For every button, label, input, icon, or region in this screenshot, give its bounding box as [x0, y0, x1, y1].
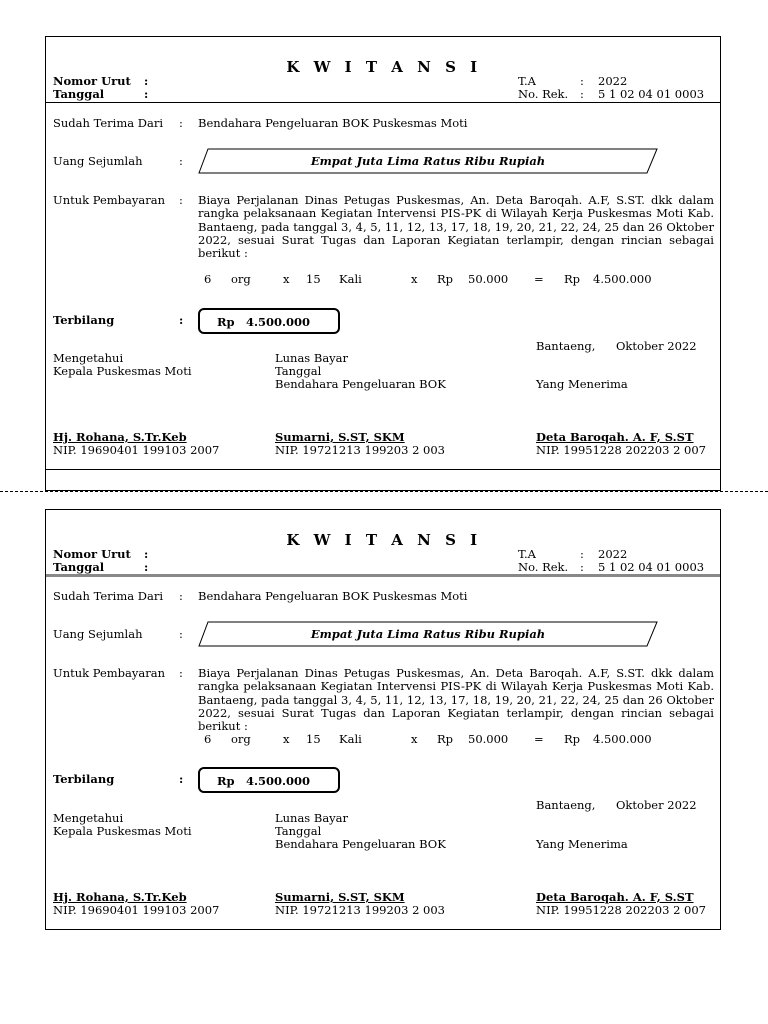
receipt-title: K W I T A N S I [286, 531, 482, 549]
sudah-terima-value: Bendahara Pengeluaran BOK Puskesmas Moti [198, 116, 468, 130]
signer-3-name: Deta Baroqah. A. F, S.ST [536, 430, 694, 444]
terbilang-label: Terbilang [53, 772, 115, 786]
calc-rate: 50.000 [468, 272, 509, 286]
untuk-colon: : [179, 193, 183, 207]
norek-colon: : [580, 560, 584, 574]
sudah-terima-label: Sudah Terima Dari [53, 589, 163, 603]
untuk-label: Untuk Pembayaran [53, 193, 166, 207]
calc-kali: Kali [339, 732, 362, 746]
terbilang-colon: : [179, 313, 184, 327]
signer-2-name: Sumarni, S.ST, SKM [275, 890, 405, 904]
calc-rp2: Rp [564, 732, 581, 746]
signer-3-nip: NIP. 19951228 202203 2 007 [536, 903, 706, 917]
uang-colon: : [179, 627, 183, 641]
terbilang-value: 4.500.000 [246, 774, 311, 788]
lunas-bayar: Lunas Bayar [275, 811, 349, 825]
nomor-urut-label: Nomor Urut [53, 547, 131, 561]
calc-eq: = [534, 272, 544, 286]
untuk-label: Untuk Pembayaran [53, 666, 166, 680]
uang-colon: : [179, 154, 183, 168]
lunas-bayar: Lunas Bayar [275, 351, 349, 365]
calc-times2: x [411, 732, 418, 746]
tanggal-lunas: Tanggal [275, 364, 322, 378]
yang-menerima: Yang Menerima [536, 377, 628, 391]
kepala: Kepala Puskesmas Moti [53, 364, 192, 378]
payment-description: Biaya Perjalanan Dinas Petugas Puskesmas, An. Deta Baroqah. A.F, S.ST. dkk dalam rangka pelaksanaan Kegiatan Intervensi PIS-PK di Wilayah Kerja Puskesmas Moti Kab. Bantaeng, pada tanggal 3, 4, 5, 11, 12, 13, 17, 18, 19, 20, 21, 22, 24, 25 dan 26 Oktober 2022, sesuai Surat Tugas dan Laporan Kegiatan terlampir, dengan rincian sebagai berikut : [198, 666, 714, 734]
calc-unit: org [231, 732, 251, 746]
calc-count: 15 [306, 272, 321, 286]
mengetahui: Mengetahui [53, 351, 124, 365]
calc-rp2: Rp [564, 272, 581, 286]
signer-2-nip: NIP. 19721213 199203 2 003 [275, 443, 445, 457]
terbilang-rp: Rp [217, 315, 235, 329]
calc-total: 4.500.000 [593, 272, 652, 286]
signer-3-name: Deta Baroqah. A. F, S.ST [536, 890, 694, 904]
calc-unit: org [231, 272, 251, 286]
terbilang-box [198, 767, 340, 793]
terbilang-value: 4.500.000 [246, 315, 311, 329]
yang-menerima: Yang Menerima [536, 837, 628, 851]
terbilang-box [198, 308, 340, 334]
signer-1-nip: NIP. 19690401 199103 2007 [53, 903, 220, 917]
month: Oktober 2022 [616, 798, 697, 812]
receipt-title: K W I T A N S I [286, 58, 482, 76]
terbilang-label: Terbilang [53, 313, 115, 327]
calc-times: x [283, 272, 290, 286]
sudah-terima-label: Sudah Terima Dari [53, 116, 163, 130]
kepala: Kepala Puskesmas Moti [53, 824, 192, 838]
signer-2-nip: NIP. 19721213 199203 2 003 [275, 903, 445, 917]
terbilang-rp: Rp [217, 774, 235, 788]
place: Bantaeng, [536, 339, 596, 353]
calc-kali: Kali [339, 272, 362, 286]
nomor-urut-label: Nomor Urut [53, 74, 131, 88]
nomor-urut-colon: : [144, 74, 149, 88]
ta-value: 2022 [598, 74, 628, 88]
receipt-2 [45, 509, 721, 930]
signer-3-nip: NIP. 19951228 202203 2 007 [536, 443, 706, 457]
bendahara: Bendahara Pengeluaran BOK [275, 377, 446, 391]
terbilang-colon: : [179, 772, 184, 786]
amount-words: Empat Juta Lima Ratus Ribu Rupiah [310, 627, 546, 641]
amount-words: Empat Juta Lima Ratus Ribu Rupiah [310, 154, 546, 168]
header-divider [46, 102, 720, 103]
tanggal-colon: : [144, 87, 149, 101]
sudah-terima-value: Bendahara Pengeluaran BOK Puskesmas Moti [198, 589, 468, 603]
signer-1-name: Hj. Rohana, S.Tr.Keb [53, 890, 187, 904]
ta-colon: : [580, 547, 584, 561]
calc-persons: 6 [204, 732, 212, 746]
uang-label: Uang Sejumlah [53, 154, 143, 168]
calc-rp: Rp [437, 272, 454, 286]
norek-label: No. Rek. [518, 560, 569, 574]
amount-words-box [198, 621, 658, 647]
norek-value: 5 1 02 04 01 0003 [598, 560, 705, 574]
footer-divider [46, 469, 720, 470]
calc-total: 4.500.000 [593, 732, 652, 746]
untuk-colon: : [179, 666, 183, 680]
sudah-terima-colon: : [179, 589, 183, 603]
calc-times2: x [411, 272, 418, 286]
signer-1-name: Hj. Rohana, S.Tr.Keb [53, 430, 187, 444]
norek-value: 5 1 02 04 01 0003 [598, 87, 705, 101]
sudah-terima-colon: : [179, 116, 183, 130]
calc-eq: = [534, 732, 544, 746]
tanggal-label: Tanggal [53, 87, 105, 101]
nomor-urut-colon: : [144, 547, 149, 561]
payment-description: Biaya Perjalanan Dinas Petugas Puskesmas, An. Deta Baroqah. A.F, S.ST. dkk dalam rangka pelaksanaan Kegiatan Intervensi PIS-PK di Wilayah Kerja Puskesmas Moti Kab. Bantaeng, pada tanggal 3, 4, 5, 11, 12, 13, 17, 18, 19, 20, 21, 22, 24, 25 dan 26 Oktober 2022, sesuai Surat Tugas dan Laporan Kegiatan terlampir, dengan rincian sebagai berikut : [198, 193, 714, 261]
norek-colon: : [580, 87, 584, 101]
ta-value: 2022 [598, 547, 628, 561]
calc-times: x [283, 732, 290, 746]
amount-words-box [198, 148, 658, 174]
ta-label: T.A [518, 547, 536, 561]
header-divider [46, 574, 720, 577]
calc-count: 15 [306, 732, 321, 746]
cut-line [0, 491, 768, 492]
norek-label: No. Rek. [518, 87, 569, 101]
place: Bantaeng, [536, 798, 596, 812]
bendahara: Bendahara Pengeluaran BOK [275, 837, 446, 851]
month: Oktober 2022 [616, 339, 697, 353]
receipt-1 [45, 36, 721, 491]
signer-1-nip: NIP. 19690401 199103 2007 [53, 443, 220, 457]
calc-persons: 6 [204, 272, 212, 286]
tanggal-label: Tanggal [53, 560, 105, 574]
ta-label: T.A [518, 74, 536, 88]
tanggal-lunas: Tanggal [275, 824, 322, 838]
mengetahui: Mengetahui [53, 811, 124, 825]
ta-colon: : [580, 74, 584, 88]
calc-rate: 50.000 [468, 732, 509, 746]
uang-label: Uang Sejumlah [53, 627, 143, 641]
calc-rp: Rp [437, 732, 454, 746]
signer-2-name: Sumarni, S.ST, SKM [275, 430, 405, 444]
tanggal-colon: : [144, 560, 149, 574]
